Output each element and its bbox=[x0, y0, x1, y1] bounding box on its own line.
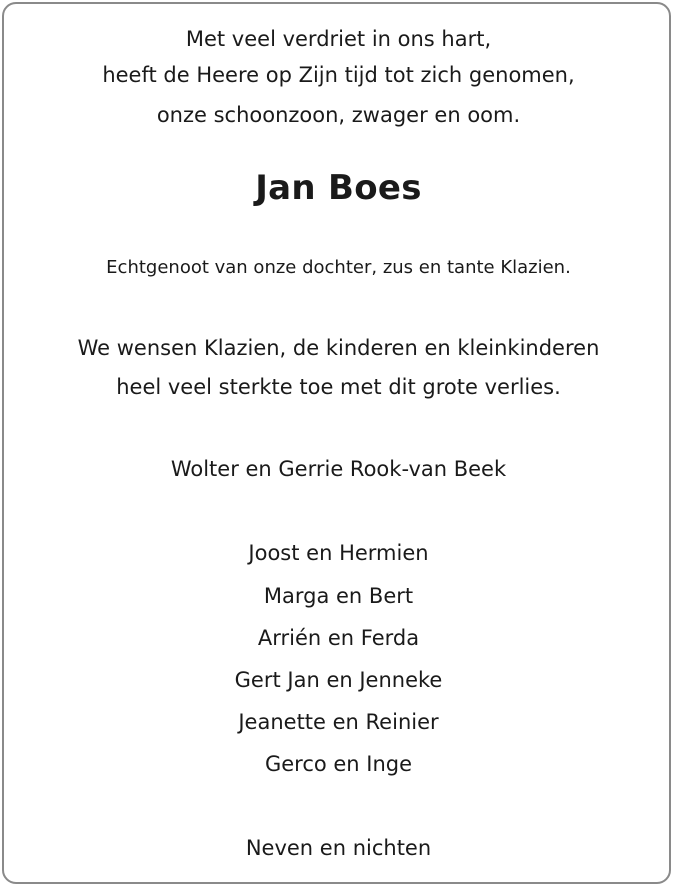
intro-line-3: onze schoonzoon, zwager en oom. bbox=[156, 103, 521, 127]
family-member-2: Marga en Bert bbox=[263, 584, 414, 608]
wish-line-1: We wensen Klazien, de kinderen en kleinkinderen bbox=[77, 336, 600, 360]
relation-text: Echtgenoot van onze dochter, zus en tante Klazien. bbox=[106, 257, 571, 278]
family-member-6: Gerco en Inge bbox=[264, 752, 413, 776]
parents-names: Wolter en Gerrie Rook-van Beek bbox=[170, 457, 507, 481]
closing-line: Neven en nichten bbox=[245, 836, 432, 860]
family-member-3: Arrién en Ferda bbox=[257, 626, 420, 650]
family-member-5: Jeanette en Reinier bbox=[238, 710, 439, 734]
family-member-4: Gert Jan en Jenneke bbox=[234, 668, 443, 692]
family-member-1: Joost en Hermien bbox=[248, 541, 429, 565]
wish-line-2: heel veel sterkte toe met dit grote verlies. bbox=[116, 375, 561, 399]
intro-line-1: Met veel verdriet in ons hart, bbox=[185, 27, 492, 51]
deceased-name: Jan Boes bbox=[255, 168, 422, 208]
intro-line-2: heeft de Heere op Zijn tijd tot zich genomen, bbox=[102, 63, 575, 87]
